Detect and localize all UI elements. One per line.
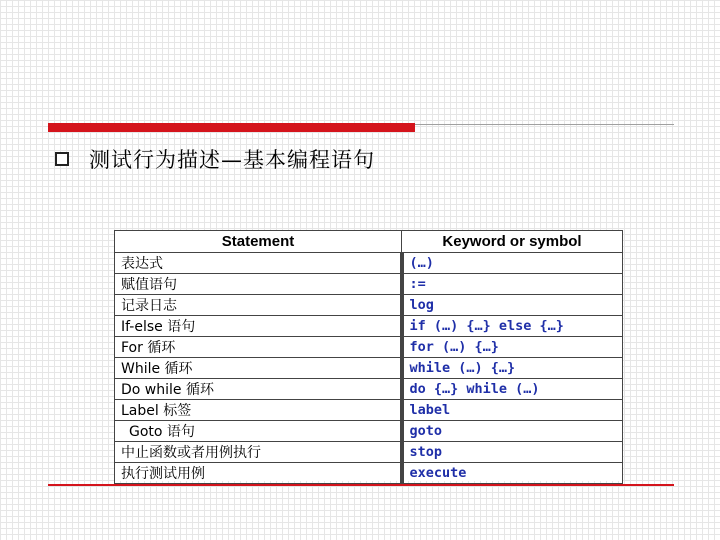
table-row bbox=[115, 337, 623, 358]
bottom-divider-line bbox=[48, 484, 674, 486]
keyword-cell: label bbox=[402, 400, 623, 421]
top-accent-bar bbox=[48, 123, 415, 132]
header-keyword: Keyword or symbol bbox=[402, 231, 623, 253]
statement-cell: If-else 语句 bbox=[115, 316, 402, 337]
statement-cell: 执行测试用例 bbox=[115, 463, 402, 485]
statement-cell: For 循环 bbox=[115, 337, 402, 358]
statement-cell: 记录日志 bbox=[115, 295, 402, 316]
table-row bbox=[115, 358, 623, 379]
keyword-cell: do {…} while (…) bbox=[402, 379, 623, 400]
table-row bbox=[115, 274, 623, 295]
table-row bbox=[115, 295, 623, 316]
keyword-cell: stop bbox=[402, 442, 623, 463]
statement-cell: 赋值语句 bbox=[115, 274, 402, 295]
table-row bbox=[115, 421, 623, 442]
hollow-square-bullet-icon bbox=[55, 152, 69, 166]
statement-table bbox=[114, 230, 623, 485]
table-row bbox=[115, 442, 623, 463]
table-row bbox=[115, 253, 623, 274]
keyword-cell: if (…) {…} else {…} bbox=[402, 316, 623, 337]
keyword-cell: while (…) {…} bbox=[402, 358, 623, 379]
statement-cell: 中止函数或者用例执行 bbox=[115, 442, 402, 463]
statement-cell: While 循环 bbox=[115, 358, 402, 379]
statement-table-container bbox=[114, 230, 622, 481]
keyword-cell: log bbox=[402, 295, 623, 316]
table-row bbox=[115, 316, 623, 337]
keyword-cell: for (…) {…} bbox=[402, 337, 623, 358]
bullet-text: 测试行为描述—基本编程语句 bbox=[89, 148, 375, 172]
statement-cell: 表达式 bbox=[115, 253, 402, 274]
top-divider-line bbox=[415, 124, 674, 125]
keyword-cell: (…) bbox=[402, 253, 623, 274]
table-row bbox=[115, 379, 623, 400]
table-row bbox=[115, 400, 623, 421]
statement-cell: Goto 语句 bbox=[115, 421, 402, 442]
table-row bbox=[115, 463, 623, 485]
keyword-cell: := bbox=[402, 274, 623, 295]
bullet-line bbox=[55, 144, 375, 174]
table-header-row bbox=[115, 231, 623, 253]
keyword-cell: goto bbox=[402, 421, 623, 442]
keyword-cell: execute bbox=[402, 463, 623, 485]
header-statement: Statement bbox=[115, 231, 402, 253]
statement-cell: Label 标签 bbox=[115, 400, 402, 421]
statement-cell: Do while 循环 bbox=[115, 379, 402, 400]
